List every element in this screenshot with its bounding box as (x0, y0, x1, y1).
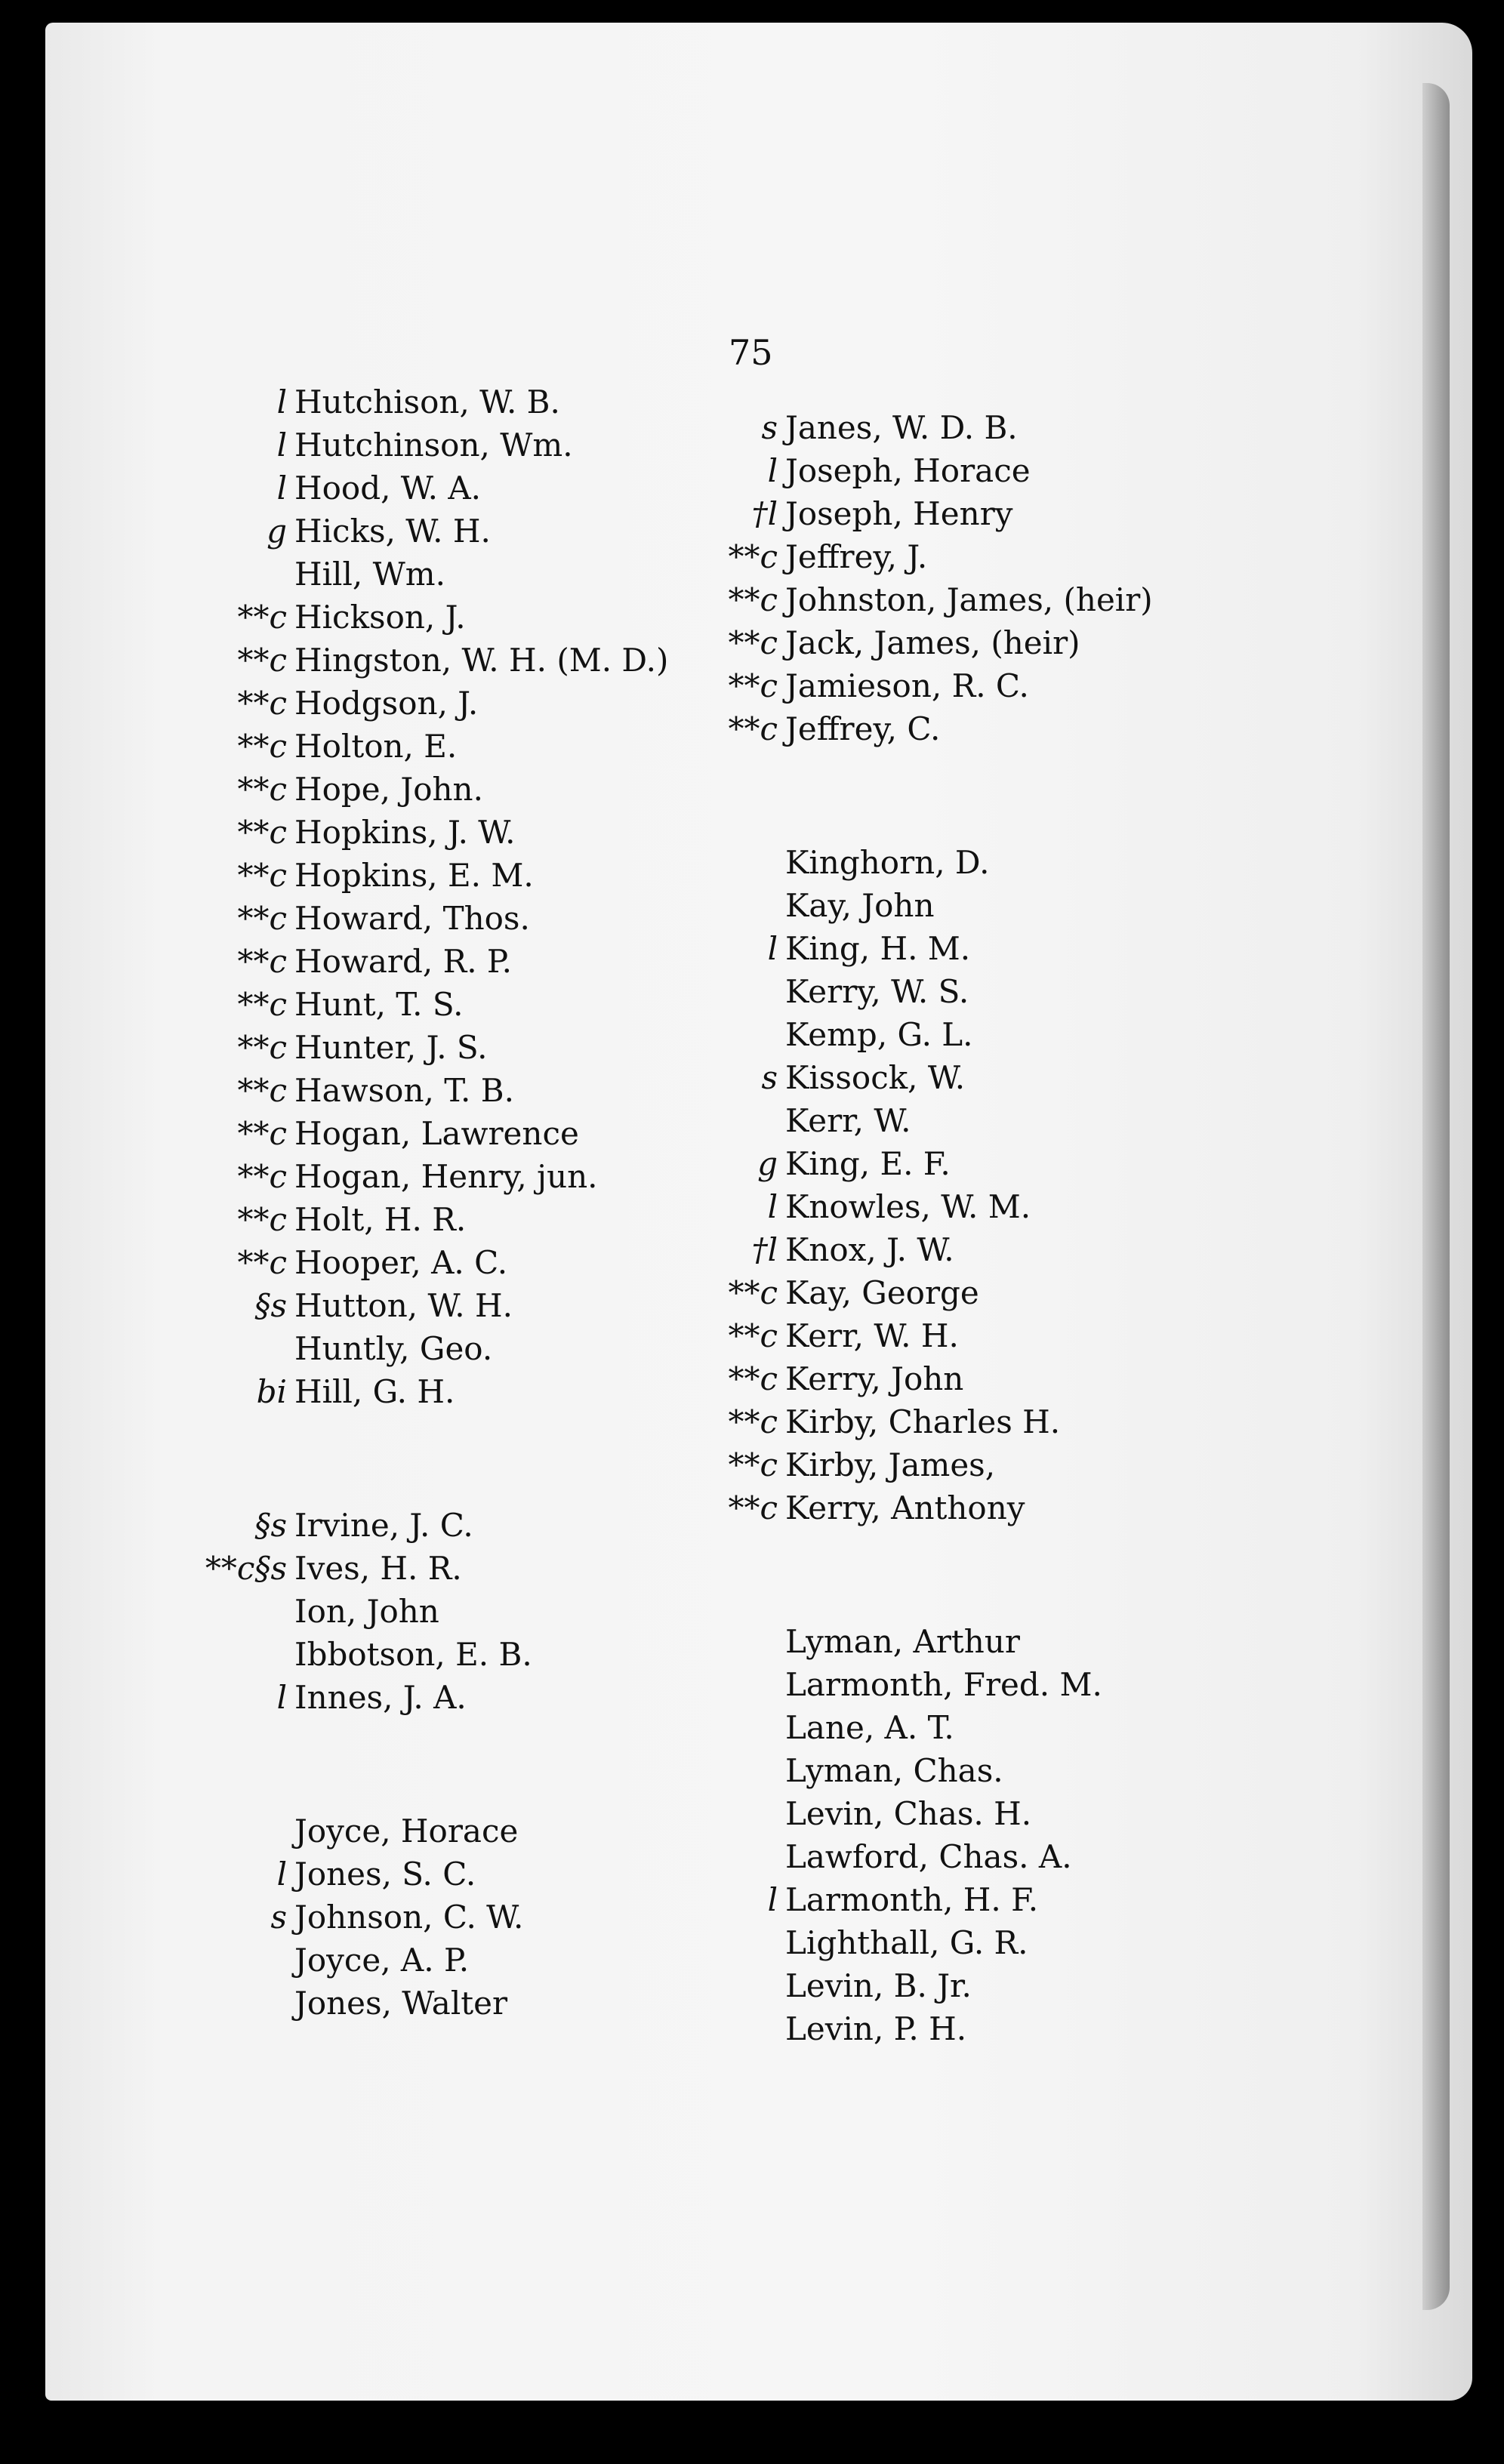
list-entry (710, 624, 1314, 667)
entry-name: Kerry, W. S. (785, 973, 969, 1010)
name-section (710, 1623, 1314, 2053)
entry-mark: **c (237, 900, 287, 937)
list-entry (710, 1924, 1314, 1967)
entry-mark: †l (751, 495, 778, 532)
entry-name: Jones, Walter (294, 1985, 508, 2022)
entry-name: Hunt, T. S. (294, 986, 464, 1023)
entry-mark: **c (728, 710, 778, 747)
list-entry (710, 710, 1314, 753)
list-entry (710, 1317, 1314, 1360)
entry-mark: s (761, 1059, 778, 1096)
entry-mark: g (267, 513, 287, 550)
entry-mark: **c (237, 1244, 287, 1281)
entry-name: Kemp, G. L. (785, 1016, 973, 1053)
list-entry (710, 1403, 1314, 1446)
entry-name: Hogan, Henry, jun. (294, 1158, 598, 1195)
entry-name: Knox, J. W. (785, 1231, 954, 1268)
entry-name: Kinghorn, D. (785, 844, 990, 881)
entry-name: Hopkins, E. M. (294, 857, 534, 894)
list-entry (710, 1489, 1314, 1532)
list-entry (710, 538, 1314, 581)
entry-name: Kerry, John (785, 1360, 964, 1397)
entry-name: Hunter, J. S. (294, 1029, 488, 1066)
list-entry (710, 1666, 1314, 1709)
entry-name: Hope, John. (294, 771, 483, 808)
entry-mark: s (761, 409, 778, 446)
list-entry (710, 844, 1314, 887)
entry-name: Hill, Wm. (294, 556, 445, 593)
entry-name: Howard, Thos. (294, 900, 530, 937)
entry-name: Johnson, C. W. (294, 1899, 524, 1936)
entry-mark: **c (237, 943, 287, 980)
entry-name: Ibbotson, E. B. (294, 1636, 532, 1673)
entry-mark: bi (256, 1373, 287, 1410)
entry-name: Hutchison, W. B. (294, 383, 560, 420)
entry-name: King, E. F. (785, 1145, 951, 1182)
entry-name: Lyman, Arthur (785, 1623, 1020, 1660)
entry-mark: **c (237, 857, 287, 894)
entry-name: Joseph, Henry (785, 495, 1013, 532)
entry-mark: **c (237, 814, 287, 851)
entry-name: Johnston, James, (heir) (785, 581, 1153, 618)
list-entry (710, 930, 1314, 973)
list-entry (710, 1752, 1314, 1795)
entry-name: Kay, John (785, 887, 935, 924)
list-entry (710, 2010, 1314, 2053)
entry-name: Kerr, W. H. (785, 1317, 959, 1354)
entry-name: Hood, W. A. (294, 470, 481, 507)
entry-name: Howard, R. P. (294, 943, 512, 980)
page-edge (1422, 83, 1450, 2310)
entry-name: Holt, H. R. (294, 1201, 467, 1238)
entry-mark: l (767, 930, 778, 967)
entry-name: Joyce, A. P. (294, 1942, 470, 1979)
list-entry (710, 1231, 1314, 1274)
entry-name: Kerr, W. (785, 1102, 911, 1139)
entry-name: Irvine, J. C. (294, 1507, 473, 1544)
entry-mark: **c (237, 1072, 287, 1109)
entry-mark: **c (728, 538, 778, 575)
entry-name: Lane, A. T. (785, 1709, 954, 1746)
entry-name: Holton, E. (294, 728, 458, 765)
list-entry (710, 1102, 1314, 1145)
entry-mark: **c (728, 1489, 778, 1526)
entry-name: Kirby, Charles H. (785, 1403, 1061, 1440)
entry-name: Jamieson, R. C. (785, 667, 1029, 704)
entry-name: Kay, George (785, 1274, 979, 1311)
entry-mark: l (276, 383, 287, 420)
entry-mark: l (276, 470, 287, 507)
entry-name: Hicks, W. H. (294, 513, 491, 550)
book-page (45, 23, 1472, 2401)
list-entry (710, 1145, 1314, 1188)
list-entry (710, 495, 1314, 538)
entry-name: Larmonth, Fred. M. (785, 1666, 1102, 1703)
entry-name: Hill, G. H. (294, 1373, 455, 1410)
entry-mark: **c (237, 1029, 287, 1066)
list-entry (710, 1016, 1314, 1059)
entry-name: Janes, W. D. B. (785, 409, 1018, 446)
entry-mark: l (767, 1881, 778, 1918)
entry-name: Hingston, W. H. (M. D.) (294, 642, 669, 679)
entry-mark: **c (728, 1360, 778, 1397)
entry-name: Levin, P. H. (785, 2010, 967, 2047)
entry-name: Huntly, Geo. (294, 1330, 493, 1367)
entry-name: Hodgson, J. (294, 685, 479, 722)
entry-name: Lighthall, G. R. (785, 1924, 1028, 1961)
entry-mark: **c§s (205, 1550, 287, 1587)
entry-mark: **c (728, 667, 778, 704)
entry-mark: **c (237, 986, 287, 1023)
list-entry (710, 1881, 1314, 1924)
entry-mark: l (276, 1679, 287, 1716)
entry-mark: **c (237, 1158, 287, 1195)
list-entry (710, 1709, 1314, 1752)
list-entry (710, 887, 1314, 930)
entry-mark: **c (728, 1317, 778, 1354)
entry-name: Hickson, J. (294, 599, 466, 636)
list-entry (710, 1623, 1314, 1666)
entry-mark: **c (728, 1446, 778, 1483)
list-entry (710, 1838, 1314, 1881)
entry-mark: g (757, 1145, 778, 1182)
entry-name: Hogan, Lawrence (294, 1115, 579, 1152)
entry-name: Larmonth, H. F. (785, 1881, 1039, 1918)
entry-mark: l (767, 452, 778, 489)
entry-name: Kissock, W. (785, 1059, 966, 1096)
entry-name: Levin, Chas. H. (785, 1795, 1032, 1832)
entry-mark: l (276, 1856, 287, 1893)
entry-name: Hooper, A. C. (294, 1244, 508, 1281)
entry-name: Hawson, T. B. (294, 1072, 514, 1109)
entry-mark: §s (254, 1287, 287, 1324)
entry-name: King, H. M. (785, 930, 971, 967)
entry-mark: **c (237, 771, 287, 808)
entry-mark: †l (751, 1231, 778, 1268)
entry-name: Joseph, Horace (785, 452, 1031, 489)
entry-name: Hutchinson, Wm. (294, 427, 573, 464)
entry-name: Jeffrey, J. (785, 538, 928, 575)
entry-name: Lawford, Chas. A. (785, 1838, 1072, 1875)
entry-mark: **c (728, 624, 778, 661)
entry-mark: **c (728, 581, 778, 618)
list-entry (710, 1446, 1314, 1489)
entry-mark: **c (237, 685, 287, 722)
entry-name: Jack, James, (heir) (785, 624, 1080, 661)
name-section (710, 844, 1314, 1532)
entry-name: Innes, J. A. (294, 1679, 467, 1716)
entry-name: Joyce, Horace (294, 1813, 519, 1850)
entry-mark: s (270, 1899, 287, 1936)
entry-name: Kirby, James, (785, 1446, 996, 1483)
entry-name: Knowles, W. M. (785, 1188, 1031, 1225)
list-entry (710, 1795, 1314, 1838)
name-section (710, 409, 1314, 753)
list-entry (710, 581, 1314, 624)
entry-name: Kerry, Anthony (785, 1489, 1025, 1526)
entry-mark: l (767, 1188, 778, 1225)
list-entry (710, 409, 1314, 452)
list-entry (710, 1360, 1314, 1403)
entry-name: Levin, B. Jr. (785, 1967, 972, 2004)
entry-mark: **c (237, 642, 287, 679)
list-entry (710, 452, 1314, 495)
entry-name: Jeffrey, C. (785, 710, 941, 747)
right-column (710, 409, 1314, 2144)
entry-name: Hutton, W. H. (294, 1287, 513, 1324)
list-entry (710, 1274, 1314, 1317)
entry-mark: **c (237, 1115, 287, 1152)
entry-mark: **c (728, 1403, 778, 1440)
entry-name: Lyman, Chas. (785, 1752, 1003, 1789)
entry-name: Ives, H. R. (294, 1550, 462, 1587)
list-entry (710, 1967, 1314, 2010)
entry-name: Hopkins, J. W. (294, 814, 516, 851)
entry-mark: §s (254, 1507, 287, 1544)
entry-name: Jones, S. C. (294, 1856, 476, 1893)
list-entry (710, 973, 1314, 1016)
list-entry (710, 1188, 1314, 1231)
entry-mark: **c (237, 599, 287, 636)
entry-mark: **c (728, 1274, 778, 1311)
entry-mark: l (276, 427, 287, 464)
list-entry (710, 667, 1314, 710)
page-number: 75 (729, 332, 773, 373)
entry-mark: **c (237, 1201, 287, 1238)
entry-name: Ion, John (294, 1593, 439, 1630)
entry-mark: **c (237, 728, 287, 765)
list-entry (710, 1059, 1314, 1102)
